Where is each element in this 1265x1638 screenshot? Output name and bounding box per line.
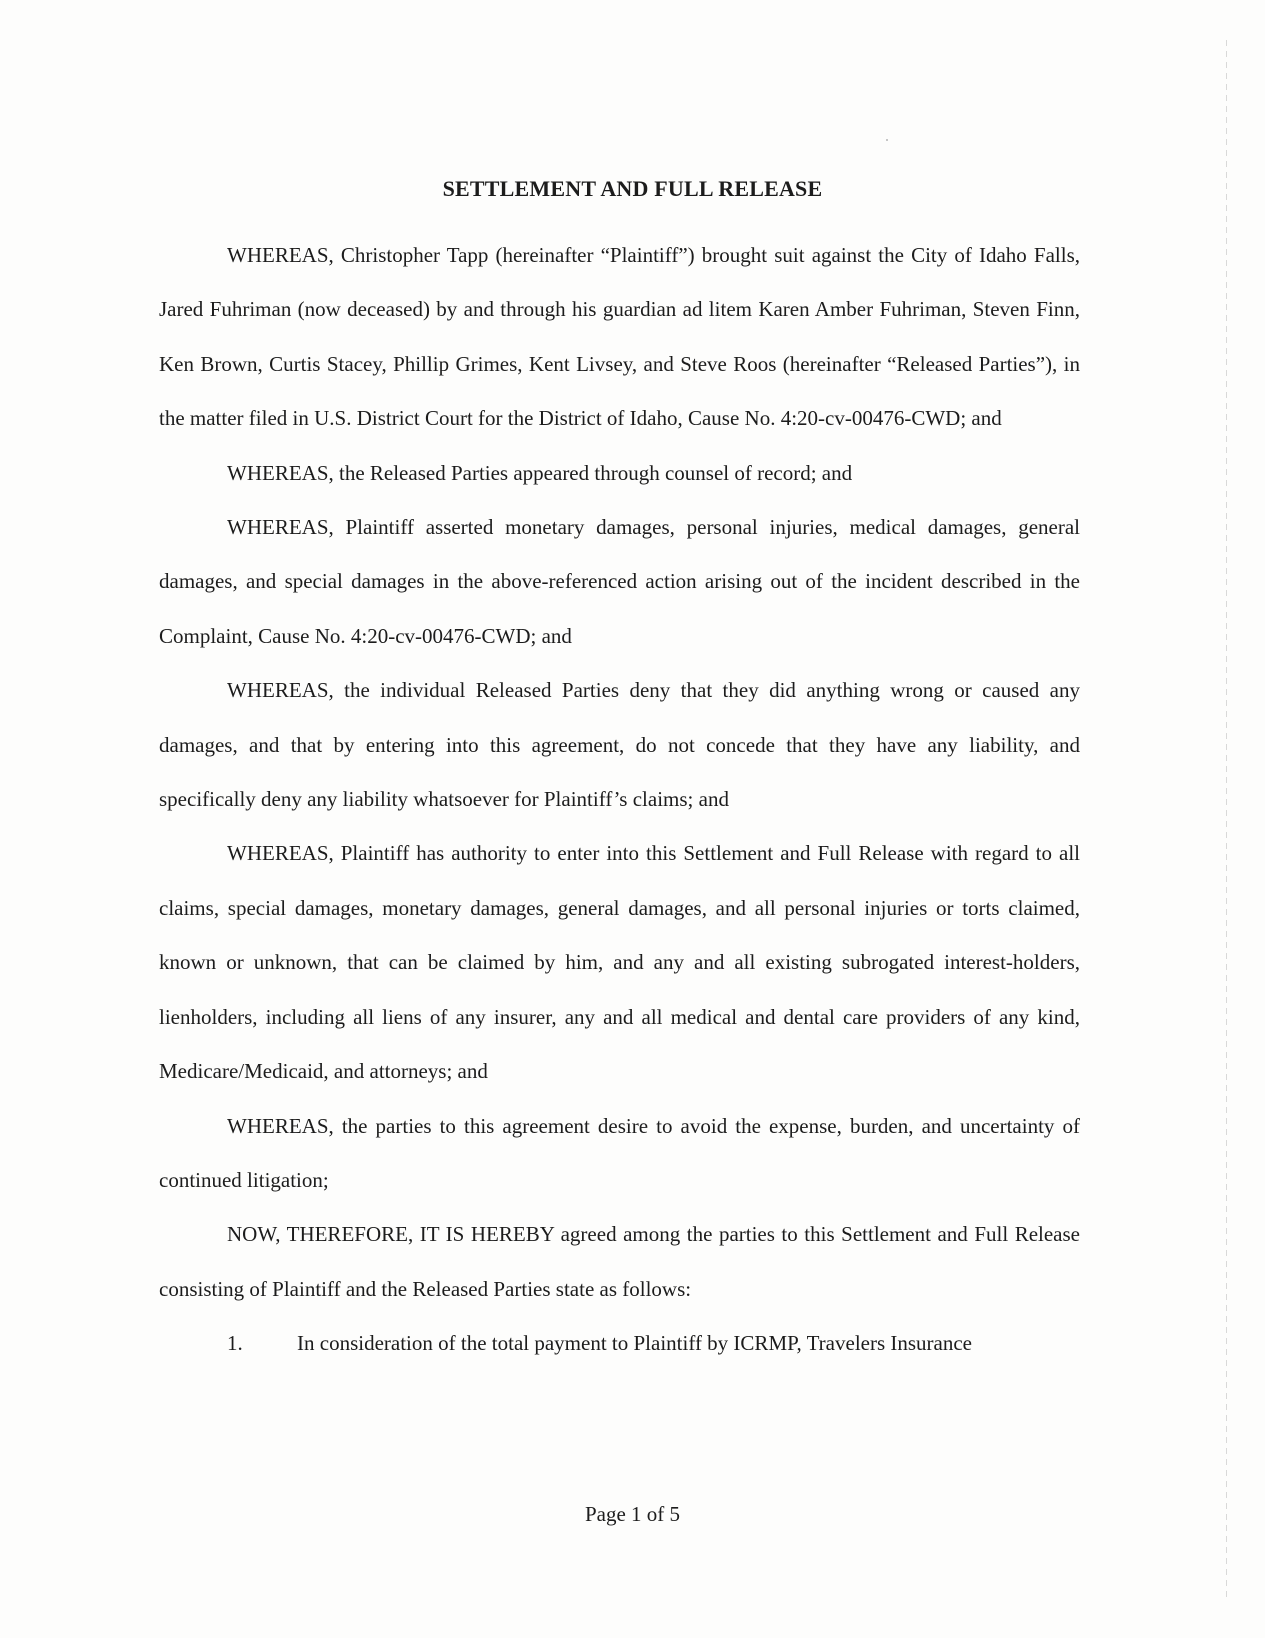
- paragraph-whereas-avoid-litigation: WHEREAS, the parties to this agreement desire to avoid the expense, burden, and uncertainty of continued litigation;: [159, 1113, 1080, 1192]
- scan-edge-line: [1226, 40, 1227, 1600]
- item-text: In consideration of the total payment to Plaintiff by ICRMP, Travelers Insurance: [297, 1331, 973, 1356]
- document-title: SETTLEMENT AND FULL RELEASE: [442, 176, 823, 201]
- paragraph-whereas-counsel: WHEREAS, the Released Parties appeared through counsel of record; and: [227, 460, 853, 485]
- numbered-item-1: [159, 1316, 1080, 1370]
- item-number: 1.: [227, 1331, 243, 1356]
- paragraph-whereas-deny-liability: WHEREAS, the individual Released Parties deny that they did anything wrong or caused any damages, and that by entering into this agreement, do not concede that they have any liability, and specifically deny any liability whatsoever for Plaintiff’s claims; and: [159, 678, 1080, 812]
- paragraph-whereas-authority: WHEREAS, Plaintiff has authority to enter into this Settlement and Full Release with regard to all claims, special damages, monetary damages, general damages, and all personal injuries or torts claimed, known or unknown, that can be claimed by him, and any and all existing subrogated interest-holders, lienholders, including all liens of any insurer, any and all medical and dental care providers of any kind, Medicare/Medicaid, and attorneys; and: [159, 841, 1080, 1084]
- paragraph-whereas-suit: WHEREAS, Christopher Tapp (hereinafter “Plaintiff”) brought suit against the City of Idaho Falls, Jared Fuhriman (now deceased) by and through his guardian ad litem Karen Amber Fuhriman, Steven Finn, Ken Brown, Curtis Stacey, Phillip Grimes, Kent Livsey, and Steve Roos (hereinafter “Released Parties”), in the matter filed in U.S. District Court for the District of Idaho, Cause No. 4:20-cv-00476-CWD; and: [159, 243, 1080, 431]
- page-footer: Page 1 of 5: [584, 1502, 681, 1526]
- scan-speck: [886, 139, 888, 141]
- paragraph-whereas-damages: WHEREAS, Plaintiff asserted monetary damages, personal injuries, medical damages, general damages, and special damages in the above-referenced action arising out of the incident described in the Complaint, Cause No. 4:20-cv-00476-CWD; and: [159, 515, 1080, 648]
- document-body: [159, 228, 1080, 1371]
- paragraph-now-therefore: NOW, THEREFORE, IT IS HEREBY agreed among the parties to this Settlement and Full Release consisting of Plaintiff and the Released Parties state as follows:: [159, 1222, 1080, 1301]
